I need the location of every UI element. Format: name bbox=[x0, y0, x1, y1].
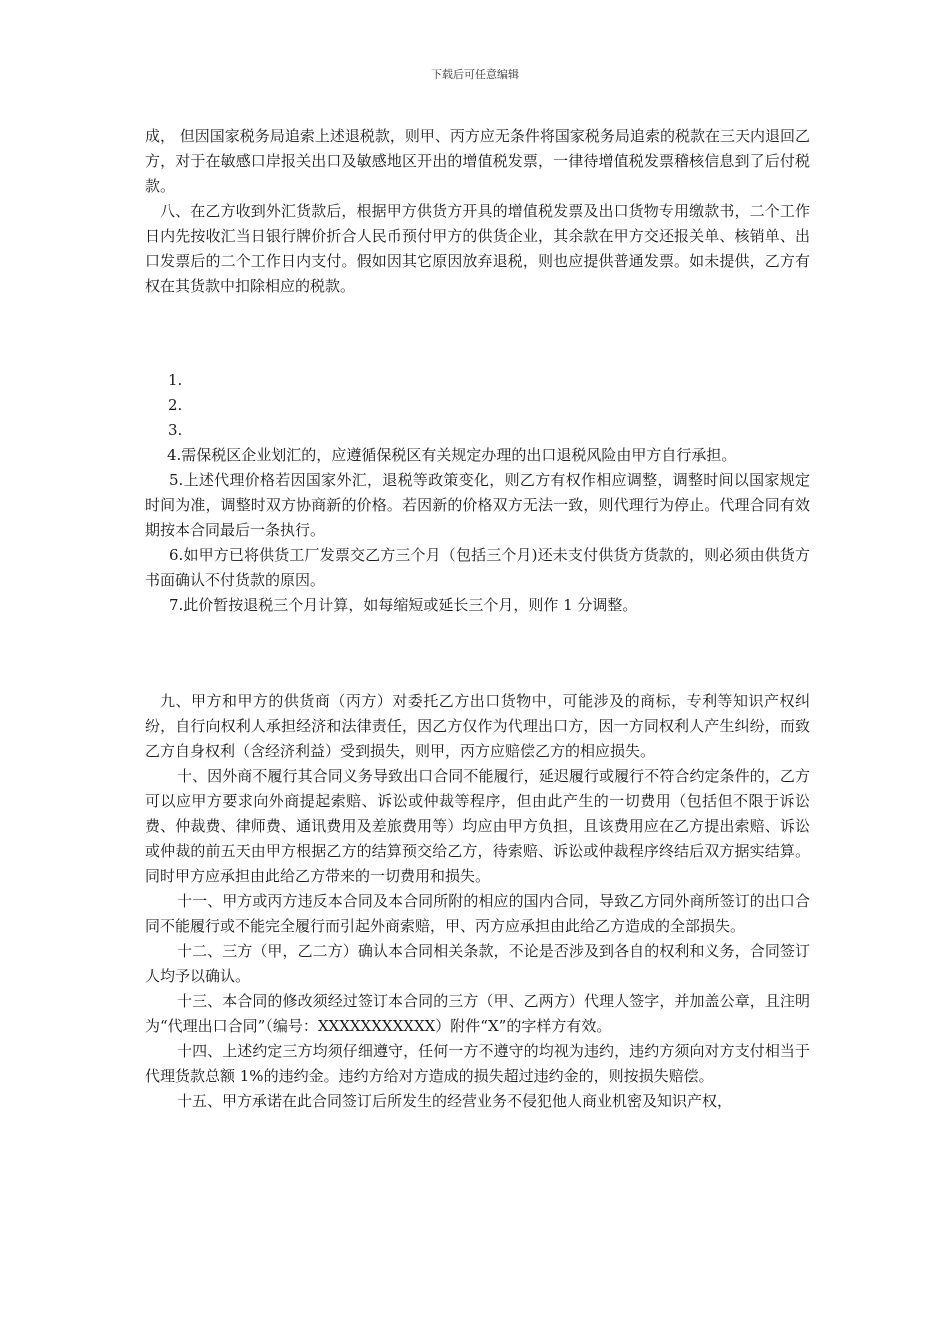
list-item-5: 5.上述代理价格若因国家外汇，退税等政策变化，则乙方有权作相应调整，调整时间以国家规定时间为准，调整时双方协商新的价格。若因新的价格双方无法一致，则代理行为停止。代理合同有效期按本合同最后一条执行。 bbox=[145, 471, 810, 539]
clause-14: 十四、上述约定三方均须仔细遵守，任何一方不遵守的均视为违约，违约方须向对方支付相当于代理货款总额 1%的违约金。违约方给对方造成的损失超过违约金的，则按损失赔偿。 bbox=[145, 1042, 810, 1085]
list-item-7: 7.此价暂按退税三个月计算，如每缩短或延长三个月，则作 1 分调整。 bbox=[169, 596, 638, 614]
spacer bbox=[145, 618, 810, 689]
list-item-2: 2. bbox=[168, 396, 183, 414]
clause-9: 九、甲方和甲方的供货商（丙方）对委托乙方出口货物中，可能涉及的商标，专利等知识产权纠纷，自行向权利人承担经济和法律责任，因乙方仅作为代理出口方，因一方同权利人产生纠纷，而致乙方自身权利（含经济利益）受到损失，则甲，丙方应赔偿乙方的相应损失。 bbox=[145, 692, 810, 760]
spacer bbox=[145, 299, 810, 368]
paragraph-continuation: 成， 但因国家税务局追索上述退税款，则甲、丙方应无条件将国家税务局追索的税款在三天内退回乙方，对于在敏感口岸报关出口及敏感地区开出的增值税发票，一律待增值税发票稽核信息到了后付税款。 bbox=[145, 127, 810, 195]
clause-13: 十三、本合同的修改须经过签订本合同的三方（甲、乙两方）代理人签字，并加盖公章，且注明为“代理出口合同”（编号：XXXXXXXXXXX）附件“X”的字样方有效。 bbox=[145, 992, 810, 1035]
clause-15: 十五、甲方承诺在此合同签订后所发生的经营业务不侵犯他人商业机密及知识产权， bbox=[177, 1092, 733, 1110]
clause-11: 十一、甲方或丙方违反本合同及本合同所附的相应的国内合同，导致乙方同外商所签订的出口合同不能履行或不能完全履行而引起外商索赔，甲、丙方应承担由此给乙方造成的全部损失。 bbox=[145, 892, 810, 935]
clause-10: 十、因外商不履行其合同义务导致出口合同不能履行，延迟履行或履行不符合约定条件的，乙方可以应甲方要求向外商提起索赔、诉讼或仲裁等程序，但由此产生的一切费用（包括但不限于诉讼费、仲裁费、律师费、通讯费用及差旅费用等）均应由甲方负担，且该费用应在乙方提出索赔、诉讼或仲裁的前五天由甲方根据乙方的结算预交给乙方，待索赔、诉讼或仲裁程序终结后双方据实结算。同时甲方应承担由此给乙方带来的一切费用和损失。 bbox=[145, 767, 810, 885]
document-body bbox=[145, 124, 810, 1114]
list-item-4: 4.需保税区企业划汇的，应遵循保税区有关规定办理的出口退税风险由甲方自行承担。 bbox=[167, 446, 737, 464]
list-item-1: 1. bbox=[168, 371, 183, 389]
list-item-3: 3. bbox=[168, 421, 183, 439]
clause-8: 八、在乙方收到外汇货款后，根据甲方供货方开具的增值税发票及出口货物专用缴款书，二个工作日内先按收汇当日银行牌价折合人民币预付甲方的供货企业，其余款在甲方交还报关单、核销单、出口发票后的二个工作日内支付。假如因其它原因放弃退税，则也应提供普通发票。如未提供，乙方有权在其货款中扣除相应的税款。 bbox=[145, 202, 810, 295]
list-item-6: 6.如甲方已将供货工厂发票交乙方三个月（包括三个月)还未支付供货方货款的，则必须由供货方书面确认不付货款的原因。 bbox=[145, 546, 810, 589]
clause-12: 十二、三方（甲，乙二方）确认本合同相关条款，不论是否涉及到各自的权利和义务，合同签订人均予以确认。 bbox=[145, 942, 810, 985]
page-header-note: 下载后可任意编辑 bbox=[431, 68, 519, 81]
